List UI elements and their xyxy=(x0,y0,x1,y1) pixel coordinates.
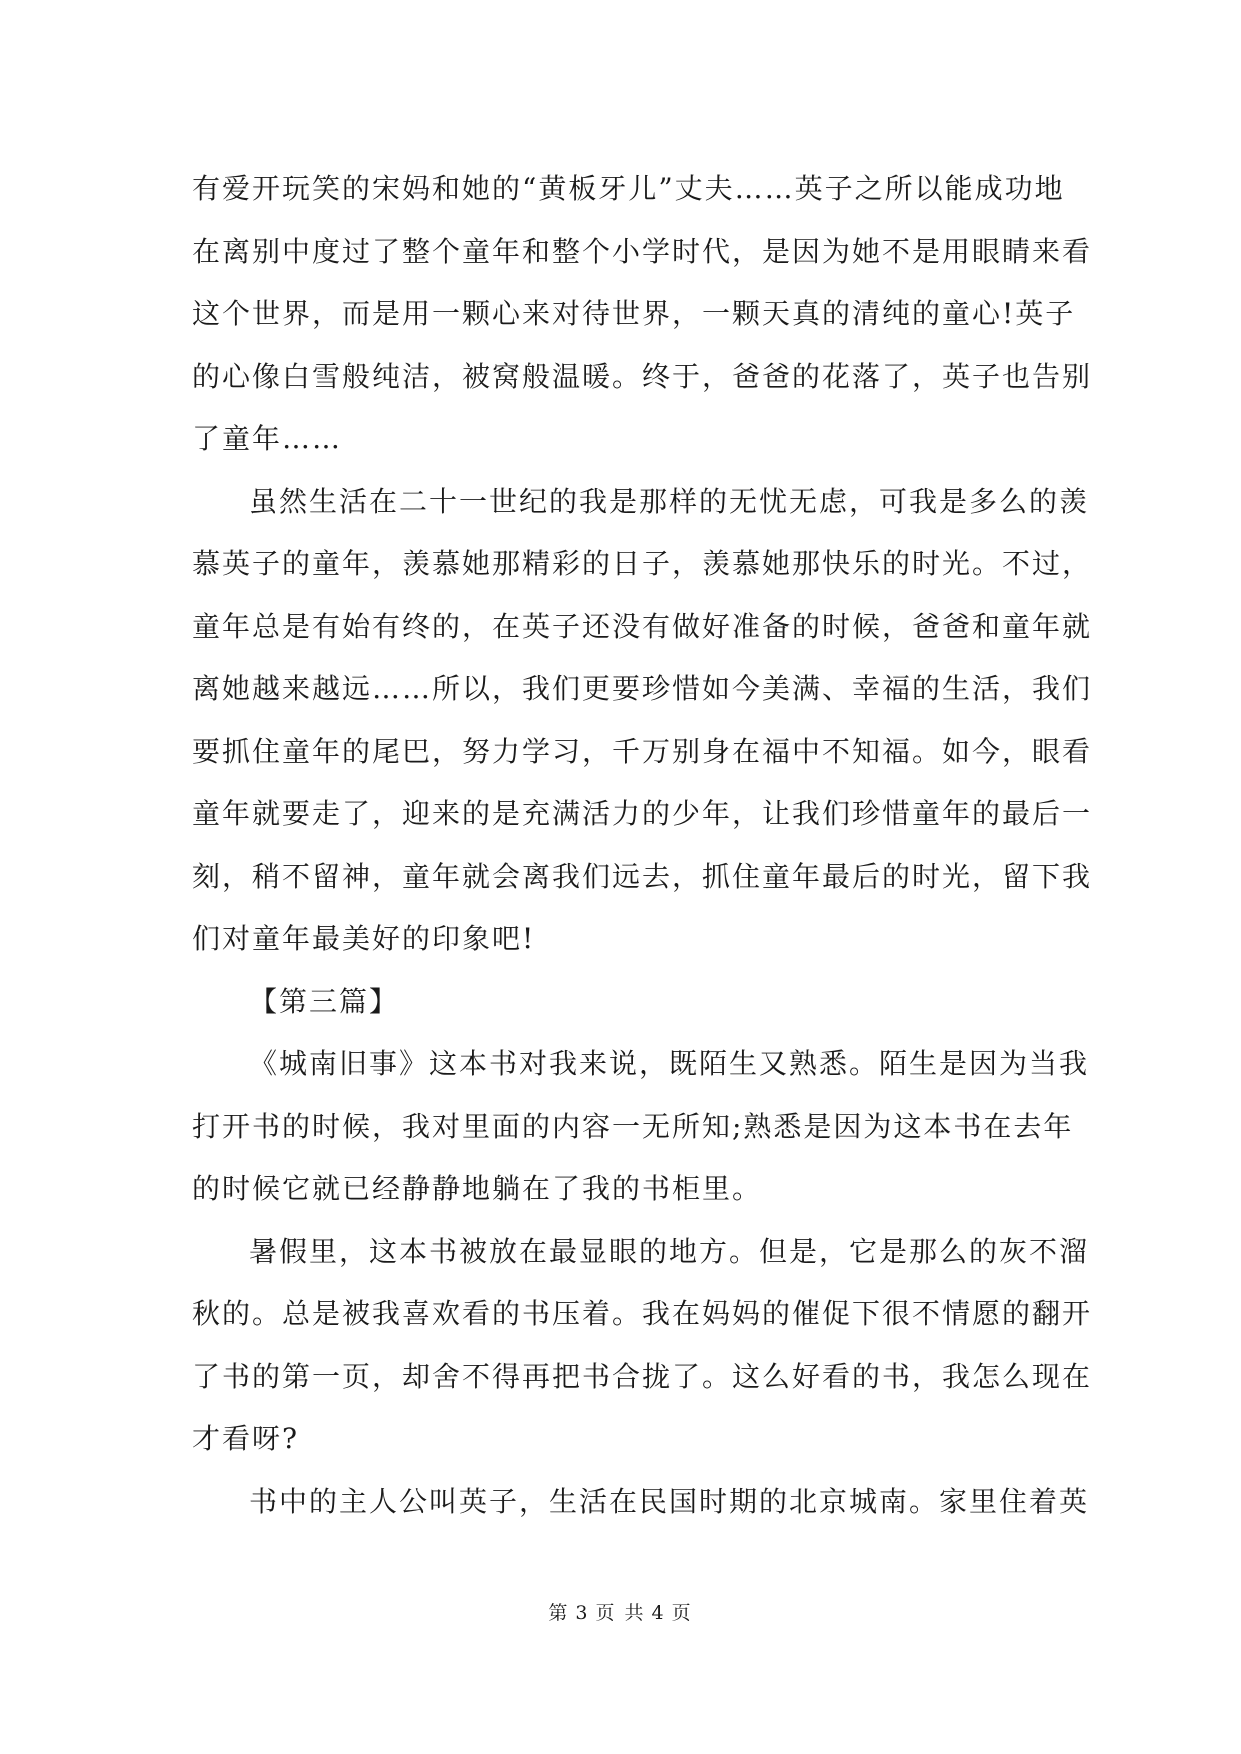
footer-total-pages: 4 xyxy=(651,1602,666,1624)
paragraph-line: 们对童年最美好的印象吧! xyxy=(192,922,536,955)
paragraph-line: 慕英子的童年，羡慕她那精彩的日子，羡慕她那快乐的时光。不过， xyxy=(192,547,1093,580)
footer-page-number: 3 xyxy=(575,1602,590,1624)
paragraph-line: 童年总是有始有终的，在英子还没有做好准备的时候，爸爸和童年就 xyxy=(192,609,1093,643)
paragraph-line: 才看呀? xyxy=(192,1422,300,1455)
footer-suffix: 页 xyxy=(671,1602,693,1624)
page-footer xyxy=(0,1598,1241,1625)
paragraph-line: 童年就要走了，迎来的是充满活力的少年，让我们珍惜童年的最后一 xyxy=(192,797,1093,830)
paragraph-line: 打开书的时候，我对里面的内容一无所知;熟悉是因为这本书在去年 xyxy=(192,1109,1074,1143)
paragraph-line: 刻，稍不留神，童年就会离我们远去，抓住童年最后的时光，留下我 xyxy=(192,859,1093,893)
paragraph-line: 离她越来越远……所以，我们更要珍惜如今美满、幸福的生活，我们 xyxy=(192,672,1093,705)
paragraph-line: 《城南旧事》这本书对我来说，既陌生又熟悉。陌生是因为当我 xyxy=(249,1047,1090,1080)
paragraph-line: 暑假里，这本书被放在最显眼的地方。但是，它是那么的灰不溜 xyxy=(249,1234,1090,1268)
paragraph-line: 的心像白雪般纯洁，被窝般温暖。终于，爸爸的花落了，英子也告别 xyxy=(192,359,1093,393)
body-text xyxy=(192,158,1093,1533)
paragraph-line: 【第三篇】 xyxy=(249,984,400,1018)
paragraph-line: 书中的主人公叫英子，生活在民国时期的北京城南。家里住着英 xyxy=(249,1484,1090,1518)
paragraph-line: 了书的第一页，却舍不得再把书合拢了。这么好看的书，我怎么现在 xyxy=(192,1359,1093,1393)
paragraph-line: 了童年…… xyxy=(192,422,343,455)
paragraph-line: 虽然生活在二十一世纪的我是那样的无忧无虑，可我是多么的羡 xyxy=(249,484,1090,518)
footer-prefix: 第 xyxy=(548,1602,570,1624)
paragraph-line: 秋的。总是被我喜欢看的书压着。我在妈妈的催促下很不情愿的翻开 xyxy=(192,1297,1093,1330)
paragraph-line: 这个世界，而是用一颗心来对待世界，一颗天真的清纯的童心!英子 xyxy=(192,297,1076,330)
paragraph-line: 有爱开玩笑的宋妈和她的“黄板牙儿”丈夫……英子之所以能成功地 xyxy=(192,172,1065,205)
paragraph-line: 在离别中度过了整个童年和整个小学时代，是因为她不是用眼睛来看 xyxy=(192,234,1093,268)
paragraph-line: 要抓住童年的尾巴，努力学习，千万别身在福中不知福。如今，眼看 xyxy=(192,734,1093,768)
footer-middle: 页 共 xyxy=(595,1602,646,1624)
paragraph-line: 的时候它就已经静静地躺在了我的书柜里。 xyxy=(192,1172,763,1205)
